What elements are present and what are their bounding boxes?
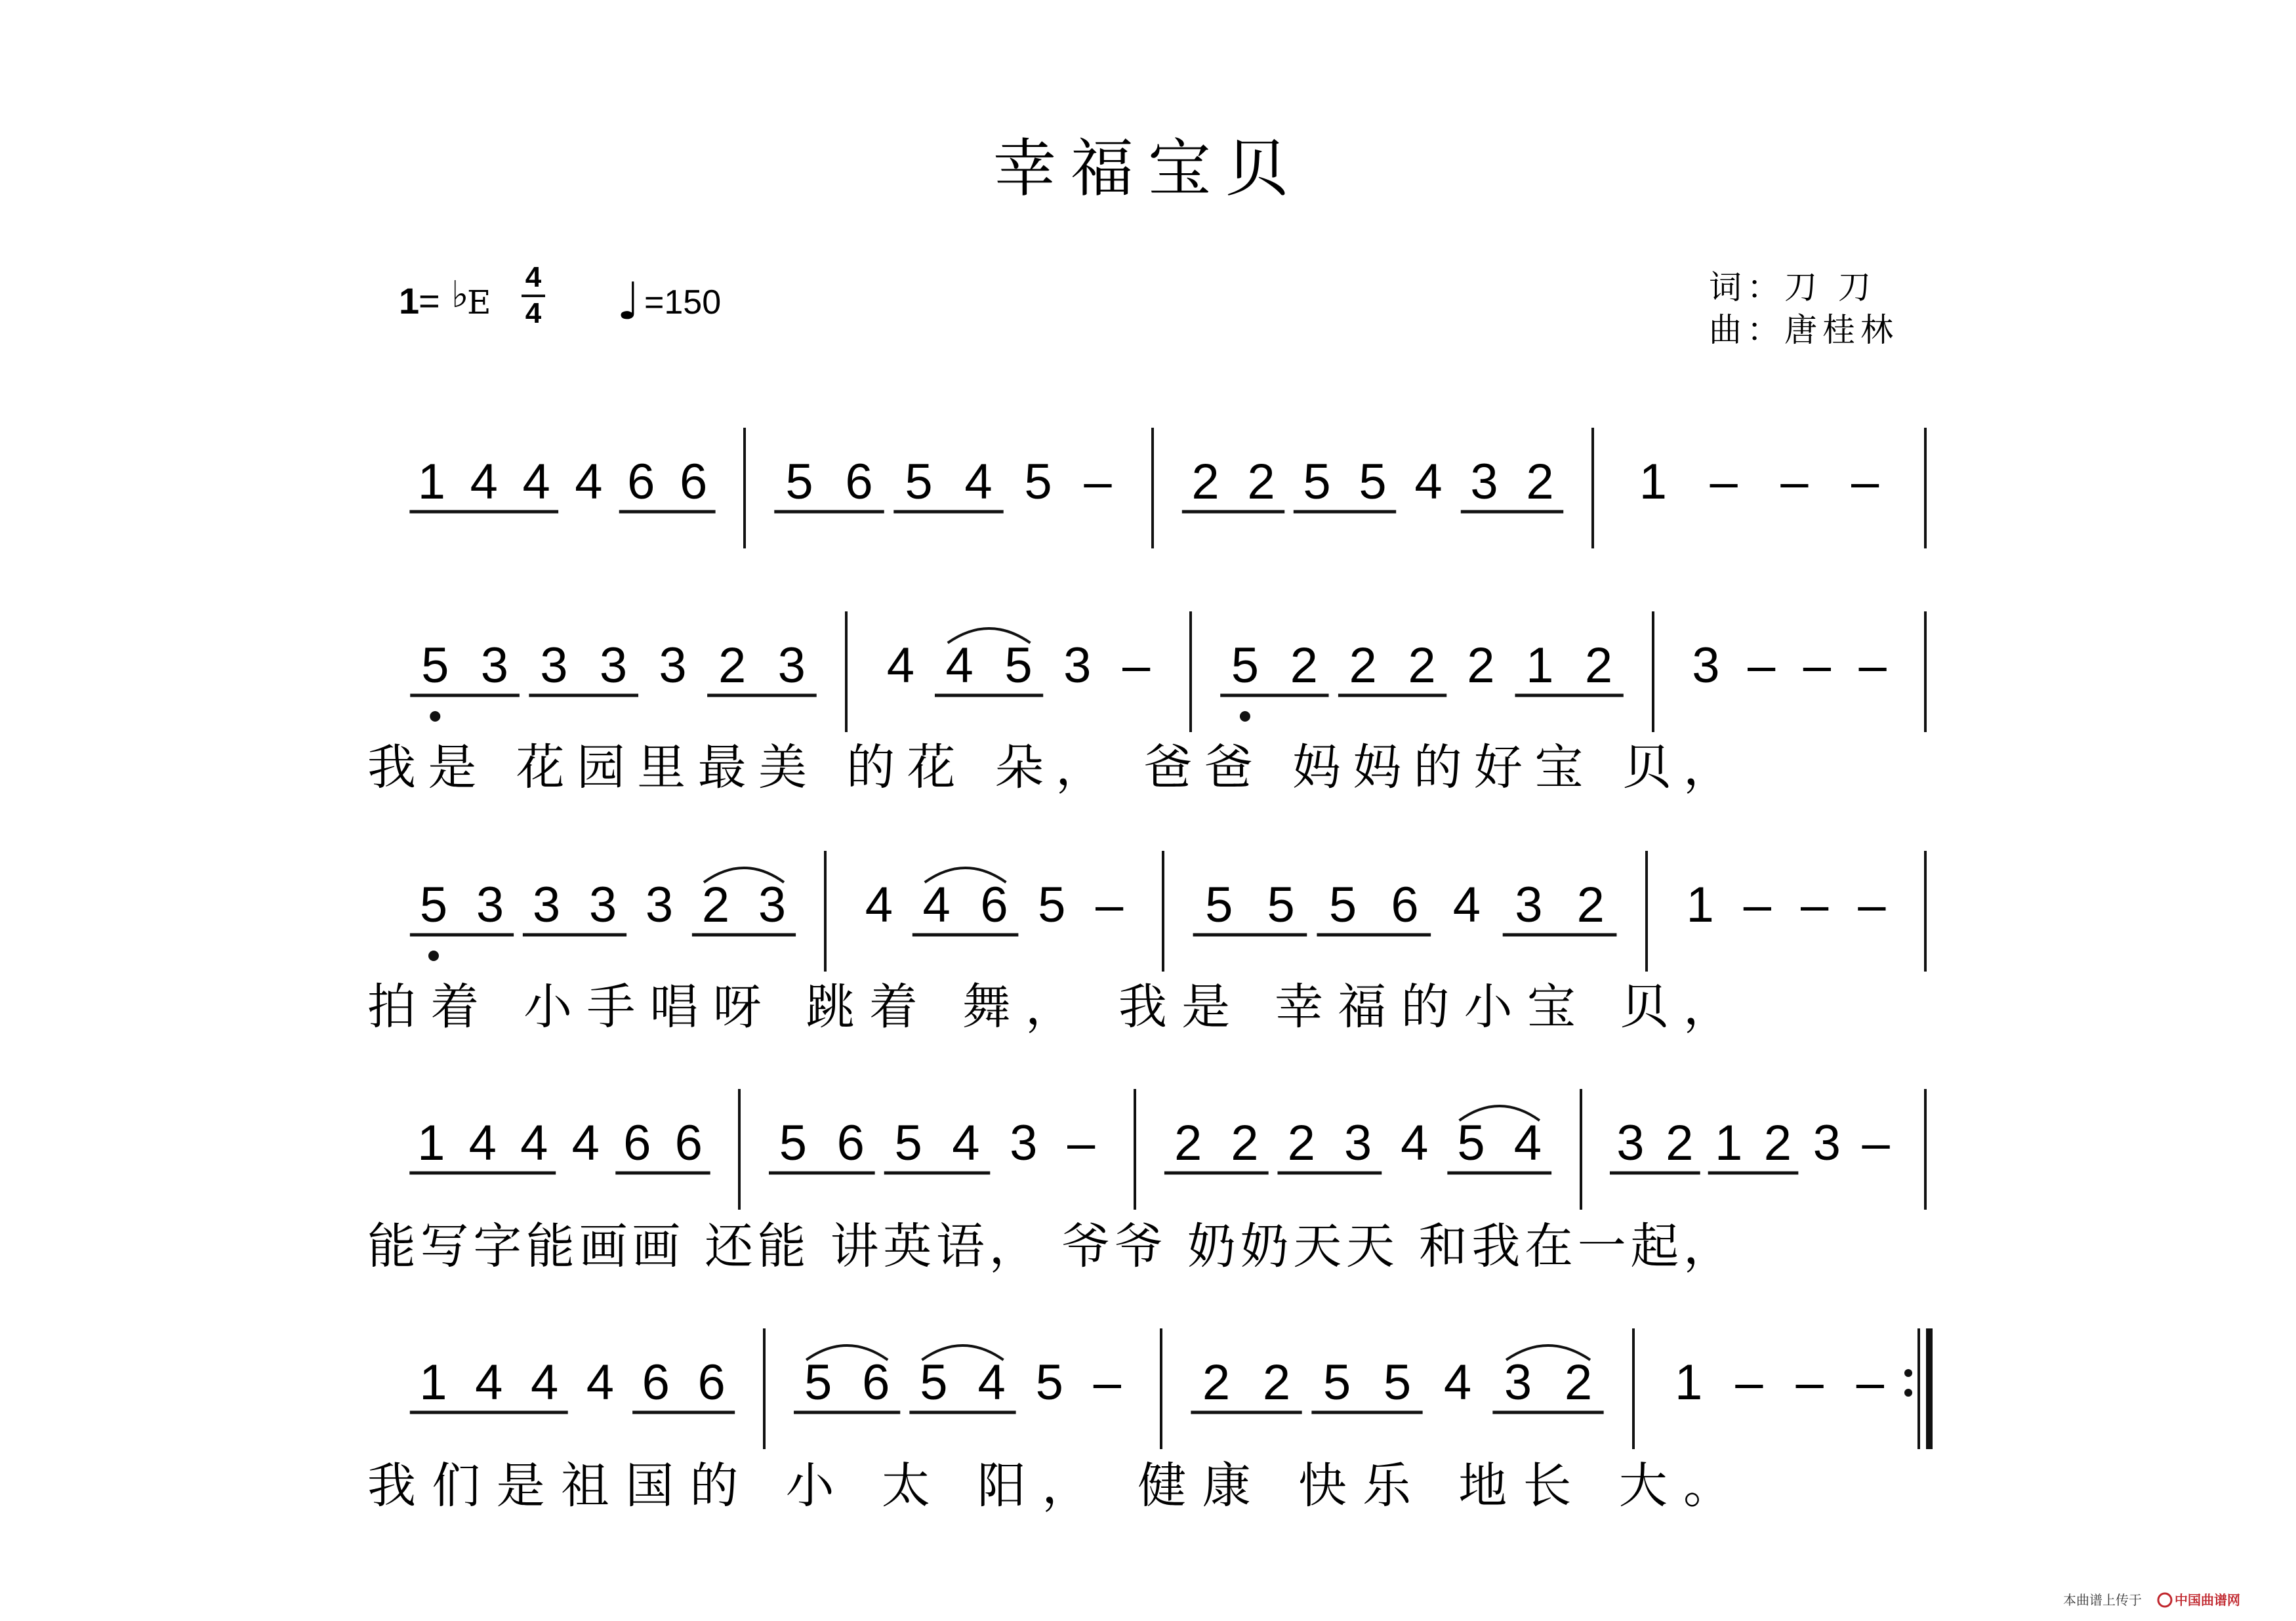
measure	[1686, 851, 1925, 972]
note: 6	[1391, 877, 1419, 933]
dash: –	[1710, 454, 1738, 510]
dash: –	[1858, 638, 1887, 693]
notation-row	[367, 851, 1925, 1035]
upload-text: 本曲谱上传于	[2063, 1592, 2142, 1608]
note: 2	[1564, 1355, 1593, 1410]
time-bottom: 4	[525, 297, 542, 329]
note: 3	[1616, 1115, 1645, 1171]
note: 4	[520, 1115, 548, 1171]
measure	[1220, 611, 1653, 732]
key-equals: =	[419, 280, 440, 321]
note: 3	[1470, 454, 1498, 510]
measure	[409, 428, 745, 548]
note: 4	[470, 454, 498, 510]
measure	[1675, 1328, 1929, 1449]
note: 4	[571, 1115, 600, 1171]
note: 5	[1004, 638, 1033, 693]
note: 4	[586, 1355, 615, 1410]
note: 6	[697, 1355, 726, 1410]
note: 6	[679, 454, 708, 510]
key-one: 1	[399, 280, 420, 321]
note: 6	[674, 1115, 703, 1171]
note: 3	[1010, 1115, 1038, 1171]
dash: –	[1803, 638, 1832, 693]
dash: –	[1851, 454, 1879, 510]
note: 1	[1714, 1115, 1743, 1171]
note: 2	[701, 877, 730, 933]
note: 4	[475, 1355, 503, 1410]
note: 6	[623, 1115, 651, 1171]
quarter-note-icon: ♩	[617, 272, 641, 331]
note: 2	[1262, 1355, 1291, 1410]
note: 2	[1576, 877, 1605, 933]
note: 2	[1290, 638, 1318, 693]
note: 6	[836, 1115, 865, 1171]
note: 2	[718, 638, 747, 693]
dash: –	[1795, 1355, 1824, 1410]
key-note: E	[467, 283, 497, 321]
lyricist-label: 词：	[1709, 268, 1785, 306]
note: 1	[417, 1115, 445, 1171]
note: 5	[1038, 877, 1066, 933]
composer-name: 唐桂林	[1784, 311, 1898, 349]
note: 2	[1174, 1115, 1202, 1171]
note: 4	[964, 454, 993, 510]
note: 4	[1443, 1355, 1472, 1410]
note: 3	[1343, 1115, 1372, 1171]
note: 4	[575, 454, 603, 510]
note: 2	[1408, 638, 1436, 693]
note: 2	[1526, 454, 1554, 510]
note: 5	[1024, 454, 1052, 510]
note: 3	[1692, 638, 1720, 693]
measure	[865, 851, 1163, 972]
note: 1	[417, 454, 446, 510]
note: 6	[627, 454, 655, 510]
tempo-marking	[617, 272, 721, 331]
dash: –	[1735, 1355, 1763, 1410]
measure	[1610, 1089, 1925, 1210]
low-octave-dot	[428, 951, 439, 961]
note: 4	[922, 877, 951, 933]
note: 2	[1287, 1115, 1315, 1171]
note: 3	[599, 638, 628, 693]
note: 2	[1231, 1115, 1259, 1171]
note: 5	[1231, 638, 1260, 693]
note: 3	[1515, 877, 1543, 933]
dash: –	[1800, 877, 1829, 933]
lyricist-name: 刀 刀	[1784, 268, 1876, 306]
note: 5	[1303, 454, 1331, 510]
dash: –	[1095, 877, 1124, 933]
note: 6	[845, 454, 873, 510]
note: 3	[1063, 638, 1092, 693]
dash: –	[1862, 1115, 1890, 1171]
notation-row	[367, 1089, 1925, 1275]
note: 4	[865, 877, 893, 933]
note: 5	[920, 1355, 948, 1410]
dash: –	[1093, 1355, 1122, 1410]
note: 1	[1639, 454, 1668, 510]
note: 5	[785, 454, 813, 510]
note: 3	[1504, 1355, 1532, 1410]
measure	[1193, 851, 1647, 972]
note: 3	[659, 638, 687, 693]
measure	[410, 611, 846, 732]
note: 6	[642, 1355, 670, 1410]
note: 1	[1526, 638, 1554, 693]
key-flat: ♭	[451, 274, 469, 315]
note: 6	[980, 877, 1008, 933]
note: 3	[1813, 1115, 1841, 1171]
note: 3	[758, 877, 787, 933]
note: 6	[862, 1355, 890, 1410]
measure	[887, 611, 1191, 732]
key-signature	[399, 274, 497, 321]
note: 2	[1584, 638, 1613, 693]
note: 5	[1205, 877, 1233, 933]
dash: –	[1858, 877, 1886, 933]
footer	[2063, 1592, 2240, 1608]
note: 2	[1467, 638, 1495, 693]
note: 4	[952, 1115, 980, 1171]
measure	[410, 851, 825, 972]
note: 1	[419, 1355, 447, 1410]
note: 5	[1328, 877, 1357, 933]
measure	[774, 428, 1153, 548]
note: 3	[588, 877, 617, 933]
measure	[1692, 611, 1925, 732]
note: 4	[886, 638, 915, 693]
dash: –	[1084, 454, 1112, 510]
measure	[1182, 428, 1593, 548]
note: 1	[1686, 877, 1714, 933]
note: 2	[1666, 1115, 1694, 1171]
dash: –	[1856, 1355, 1885, 1410]
note: 4	[1513, 1115, 1542, 1171]
site-name: 中国曲谱网	[2175, 1592, 2240, 1608]
note: 2	[1202, 1355, 1231, 1410]
note: 3	[480, 638, 508, 693]
note: 5	[1383, 1355, 1412, 1410]
composer-label: 曲：	[1709, 311, 1785, 349]
note: 1	[1674, 1355, 1703, 1410]
note: 5	[1457, 1115, 1485, 1171]
credits	[1709, 268, 1898, 349]
notation-row	[367, 611, 1925, 796]
note: 5	[905, 454, 933, 510]
time-signature	[522, 261, 545, 329]
lyric-line: 我是 花园里最美 的花 朵， 爸爸 妈妈的好宝 贝，	[367, 739, 1732, 796]
note: 2	[1247, 454, 1275, 510]
note: 4	[468, 1115, 497, 1171]
notation-row	[367, 1328, 1929, 1514]
note: 4	[1401, 1115, 1429, 1171]
notation-row	[409, 428, 1925, 548]
tempo-value: =150	[644, 283, 722, 321]
low-octave-dot	[430, 711, 440, 722]
note: 3	[645, 877, 674, 933]
song-title: 幸福宝贝	[993, 132, 1303, 205]
dash: –	[1122, 638, 1151, 693]
notation-rows	[367, 428, 1929, 1514]
dash: –	[1067, 1115, 1096, 1171]
note: 5	[1035, 1355, 1063, 1410]
note: 4	[522, 454, 550, 510]
measure	[409, 1089, 739, 1210]
dash: –	[1747, 638, 1776, 693]
measure	[794, 1328, 1161, 1449]
repeat-dot	[1904, 1369, 1912, 1377]
lyric-line: 能写字能画画 还能 讲英语， 爷爷 奶奶天天 和我在一起，	[367, 1218, 1732, 1275]
dash: –	[1743, 877, 1772, 933]
note: 5	[1322, 1355, 1351, 1410]
note: 5	[894, 1115, 922, 1171]
repeat-dot	[1904, 1389, 1912, 1397]
measure	[410, 1328, 764, 1449]
note: 5	[1359, 454, 1387, 510]
note: 5	[419, 877, 448, 933]
note: 4	[530, 1355, 559, 1410]
measure	[1164, 1089, 1581, 1210]
measure	[1639, 428, 1925, 548]
note: 3	[777, 638, 806, 693]
note: 2	[1191, 454, 1220, 510]
note: 3	[532, 877, 561, 933]
lyric-line: 我们是祖国的 小 太 阳， 健康 快乐 地长 大。	[367, 1458, 1732, 1514]
note: 2	[1763, 1115, 1792, 1171]
low-octave-dot	[1240, 711, 1250, 722]
note: 4	[1452, 877, 1481, 933]
note: 5	[1267, 877, 1295, 933]
note: 5	[804, 1355, 832, 1410]
time-top: 4	[525, 261, 542, 293]
site-logo-icon	[2158, 1593, 2171, 1607]
lyric-line: 拍着 小手唱呀 跳着 舞， 我是 幸福的小宝 贝，	[367, 979, 1732, 1035]
measure	[1191, 1328, 1633, 1449]
note: 5	[421, 638, 449, 693]
note: 3	[540, 638, 568, 693]
note: 4	[977, 1355, 1006, 1410]
dash: –	[1780, 454, 1809, 510]
note: 2	[1349, 638, 1377, 693]
measure	[769, 1089, 1135, 1210]
note: 3	[476, 877, 504, 933]
note: 5	[779, 1115, 808, 1171]
note: 4	[1414, 454, 1443, 510]
note: 4	[945, 638, 974, 693]
